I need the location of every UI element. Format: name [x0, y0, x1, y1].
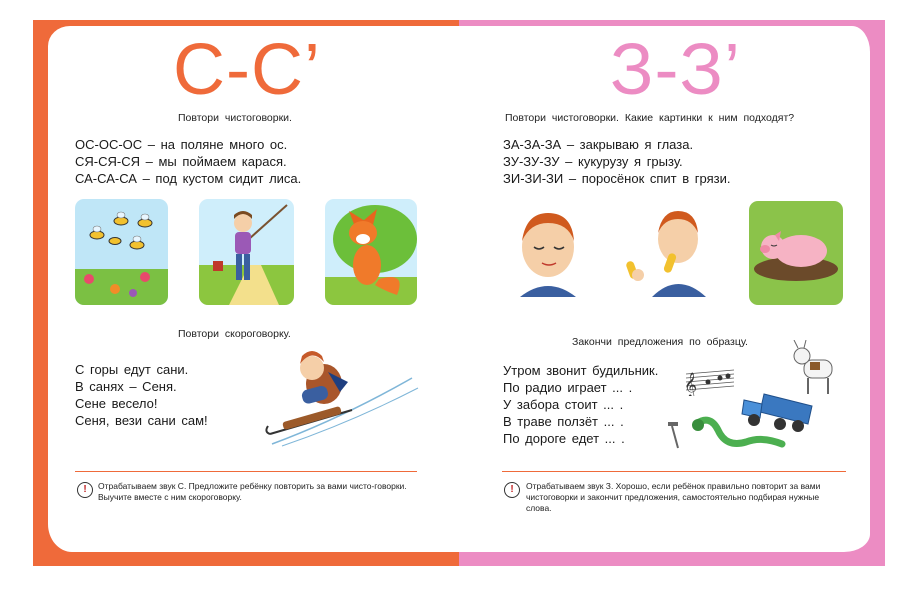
right-twisters — [503, 136, 730, 187]
attention-icon: ! — [77, 482, 93, 498]
sentence-line: В траве ползёт ... . — [503, 414, 624, 429]
boy-eating-corn-picture — [622, 205, 712, 297]
patter-line: Сеня, вези сани сам! — [75, 413, 208, 428]
music-notes-picture — [682, 366, 736, 396]
left-patter — [75, 361, 208, 429]
wasps-meadow-picture — [75, 199, 168, 305]
sentence-line: По радио играет ... . — [503, 380, 633, 395]
patter-line: Сене весело! — [75, 396, 158, 411]
twister-line: СЯ-СЯ-СЯ – мы поймаем карася. — [75, 154, 287, 169]
twister-line: ОС-ОС-ОС – на поляне много ос. — [75, 137, 288, 152]
boy-fishing-picture — [199, 199, 294, 305]
left-parent-note: Отрабатываем звук С. Предложите ребёнку повторить за вами чисто-говорки. Выучите вместе с ним скороговорку. — [98, 481, 407, 502]
left-twisters — [75, 136, 301, 187]
left-twisters-caption: Повтори чистоговорки. — [178, 112, 292, 124]
attention-icon: ! — [504, 482, 520, 498]
left-page-title: С-С’ — [173, 30, 321, 110]
right-note-divider — [502, 471, 846, 472]
right-twisters-caption: Повтори чистоговорки. Какие картинки к ним подходят? — [505, 112, 795, 124]
svg-text:𝄞: 𝄞 — [684, 373, 698, 396]
book-spread — [48, 26, 870, 552]
left-note-divider — [75, 471, 417, 472]
right-complete-caption: Закончи предложения по образцу. — [572, 336, 748, 348]
boy-eyes-closed-picture — [512, 205, 584, 297]
right-parent-note: Отрабатываем звук З. Хорошо, если ребёнок правильно повторит за вами чистоговорки и закончит предложения, самостоятельно подбирая нужные слова. — [526, 481, 821, 513]
nail-and-snake-picture — [666, 416, 786, 460]
sentence-line: По дороге едет ... . — [503, 431, 625, 446]
twister-line: ЗИ-ЗИ-ЗИ – поросёнок спит в грязи. — [503, 171, 731, 186]
left-patter-caption: Повтори скороговорку. — [178, 328, 291, 340]
twister-line: ЗУ-ЗУ-ЗУ – кукурузу я грызу. — [503, 154, 683, 169]
boy-on-sled-picture — [262, 348, 422, 448]
twister-line: ЗА-ЗА-ЗА – закрываю я глаза. — [503, 137, 694, 152]
sentence-line: Утром звонит будильник. — [503, 363, 659, 378]
right-sentences — [503, 362, 658, 447]
twister-line: СА-СА-СА – под кустом сидит лиса. — [75, 171, 302, 186]
fox-picture — [325, 199, 417, 305]
right-page-title: З-З’ — [610, 30, 741, 110]
patter-line: С горы едут сани. — [75, 362, 189, 377]
sentence-line: У забора стоит ... . — [503, 397, 624, 412]
piglet-in-mud-picture — [749, 201, 843, 305]
patter-line: В санях – Сеня. — [75, 379, 177, 394]
